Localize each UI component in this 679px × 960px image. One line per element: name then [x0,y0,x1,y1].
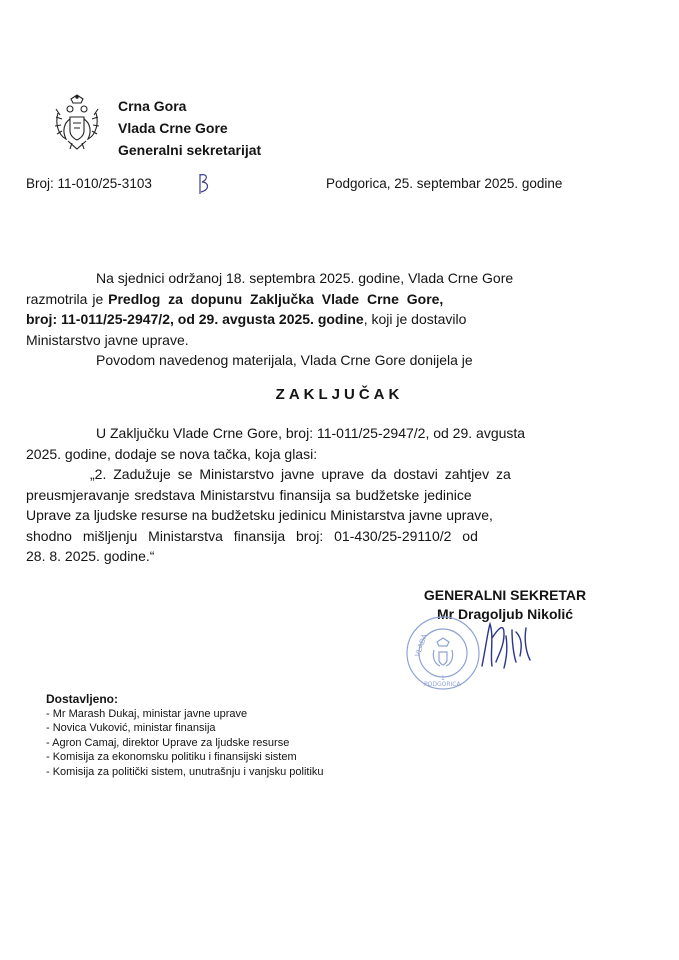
intro-text: razmotrila je [26,290,109,307]
distribution-item: - Agron Camaj, direktor Uprave za ljudske resurse [46,736,290,749]
conclusion-line-7: 28. 8. 2025. godine.“ [26,548,155,564]
montenegro-coat-of-arms-icon [52,93,102,153]
conclusion-line-3: „2. Zadužuje se Ministarstvo javne uprave da dostavi zahtjev za [90,466,511,482]
intro-bold-text: Predlog za dopunu Zaključka Vlade Crne Gore, [108,290,444,307]
intro-text-end: , koji je dostavilo [363,311,467,327]
conclusion-paragraph [26,423,598,567]
reference-number: Broj: 11-010/25-3103 [26,176,152,191]
stamp-top-text: VLADA [413,632,430,658]
signatory-role: GENERALNI SEKRETAR [423,587,587,603]
intro-line-5: Povodom navedenog materijala, Vlada Crne Gore donijela je [96,352,473,368]
intro-line-1: Na sjednici održanoj 18. septembra 2025. godine, Vlada Crne Gore [96,270,514,286]
letterhead-country: Crna Gora [118,98,187,114]
letterhead-government: Vlada Crne Gore [118,120,228,136]
handwritten-signature-icon [460,616,550,672]
letterhead-secretariat: Generalni sekretarijat [118,142,262,158]
conclusion-line-4: preusmjeravanje sredstava Ministarstvu finansija sa budžetske jedinice [26,486,472,503]
document-title: ZAKLJUČAK [275,386,404,403]
intro-paragraph [26,268,598,371]
conclusion-line-6: shodno mišljenju Ministarstva finansija broj: 01-430/25-29110/2 od [26,527,478,544]
conclusion-line-5: Uprave za ljudske resurse na budžetsku jedinicu Ministarstva javne uprave, [26,507,493,523]
distribution-item: - Mr Marash Dukaj, ministar javne uprave [46,707,248,720]
distribution-item: - Novica Vuković, ministar finansija [46,722,216,734]
signatory-name: Mr Dragoljub Nikolić [436,606,574,622]
handwritten-mark-icon [197,170,213,198]
letterhead [118,95,261,161]
intro-line-3 [26,309,598,330]
intro-line-2 [26,289,598,310]
distribution-list [46,692,324,779]
distribution-item: - Komisija za politički sistem, unutrašnju i vanjsku politiku [46,765,324,778]
distribution-title: Dostavljeno: [46,692,119,706]
distribution-item: - Komisija za ekonomsku politiku i finansijski sistem [46,751,297,763]
intro-bold-reference: broj: 11-011/25-2947/2, od 29. avgusta 2025. godine [26,311,364,327]
stamp-bottom-text: PODGORICA [424,681,461,688]
conclusion-line-1: U Zaključku Vlade Crne Gore, broj: 11-011/25-2947/2, od 29. avgusta [96,425,526,441]
conclusion-line-2: 2025. godine, dodaje se nova tačka, koja glasi: [26,445,318,462]
intro-line-4: Ministarstvo javne uprave. [26,331,189,348]
place-and-date: Podgorica, 25. septembar 2025. godine [326,176,563,191]
stamp-number: 1 [441,675,445,682]
